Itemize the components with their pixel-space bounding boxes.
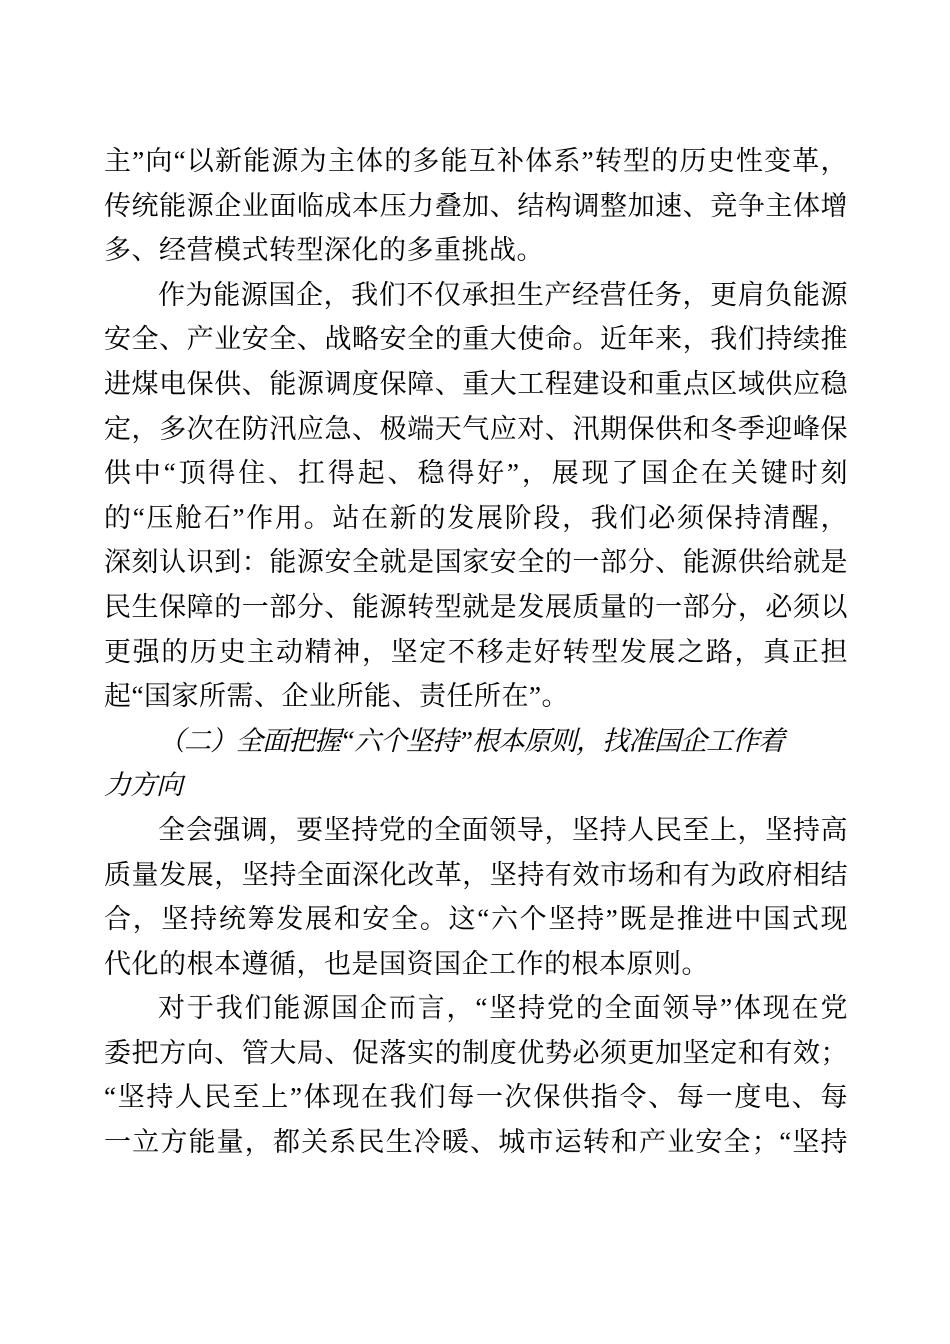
text-line: 更强的历史主动精神，坚定不移走好转型发展之路，真正担 bbox=[104, 636, 848, 667]
text-line: 主”向“以新能源为主体的多能互补体系”转型的历史性变革， bbox=[104, 146, 848, 176]
text-line: 质量发展，坚持全面深化改革，坚持有效市场和有为政府相结 bbox=[104, 859, 848, 890]
text-line: 深刻认识到：能源安全就是国家安全的一部分、能源供给就是 bbox=[104, 547, 848, 578]
paragraph bbox=[104, 986, 848, 1164]
text-line: 安全、产业安全、战略安全的重大使命。近年来，我们持续推 bbox=[104, 324, 848, 355]
text-line: “坚持人民至上”体现在我们每一次保供指令、每一度电、每 bbox=[104, 1082, 848, 1113]
text-line: 委把方向、管大局、促落实的制度优势必须更加坚定和有效； bbox=[104, 1037, 848, 1068]
text-line: 全会强调，要坚持党的全面领导，坚持人民至上，坚持高 bbox=[158, 814, 848, 845]
text-line: 起“国家所需、企业所能、责任所在”。 bbox=[104, 681, 569, 712]
paragraph bbox=[104, 273, 848, 719]
text-line: 合，坚持统筹发展和安全。这“六个坚持”既是推进中国式现 bbox=[104, 904, 848, 935]
text-line: 一立方能量，都关系民生冷暖、城市运转和产业安全；“坚持 bbox=[104, 1127, 848, 1158]
document-body bbox=[104, 139, 848, 1165]
text-line: 多、经营模式转型深化的多重挑战。 bbox=[104, 235, 544, 266]
text-line: 供中“顶得住、扛得起、稳得好”，展现了国企在关键时刻 bbox=[104, 458, 848, 489]
text-line: 的“压舱石”作用。站在新的发展阶段，我们必须保持清醒， bbox=[104, 502, 848, 533]
text-line: 进煤电保供、能源调度保障、重大工程建设和重点区域供应稳 bbox=[104, 368, 848, 399]
text-line: 民生保障的一部分、能源转型就是发展质量的一部分，必须以 bbox=[104, 591, 848, 622]
text-line: 代化的根本遵循，也是国资国企工作的根本原则。 bbox=[104, 948, 709, 979]
text-line: 作为能源国企，我们不仅承担生产经营任务，更肩负能源 bbox=[158, 279, 848, 310]
heading-line: 力方向 bbox=[104, 770, 182, 801]
section-heading bbox=[104, 719, 848, 808]
paragraph bbox=[104, 139, 848, 273]
text-line: 传统能源企业面临成本压力叠加、结构调整加速、竞争主体增 bbox=[104, 190, 848, 221]
paragraph bbox=[104, 808, 848, 986]
heading-line: （二）全面把握“六个坚持”根本原则，找准国企工作着 bbox=[158, 725, 785, 756]
text-line: 对于我们能源国企而言，“坚持党的全面领导”体现在党 bbox=[158, 993, 848, 1024]
text-line: 定，多次在防汛应急、极端天气应对、汛期保供和冬季迎峰保 bbox=[104, 413, 848, 444]
